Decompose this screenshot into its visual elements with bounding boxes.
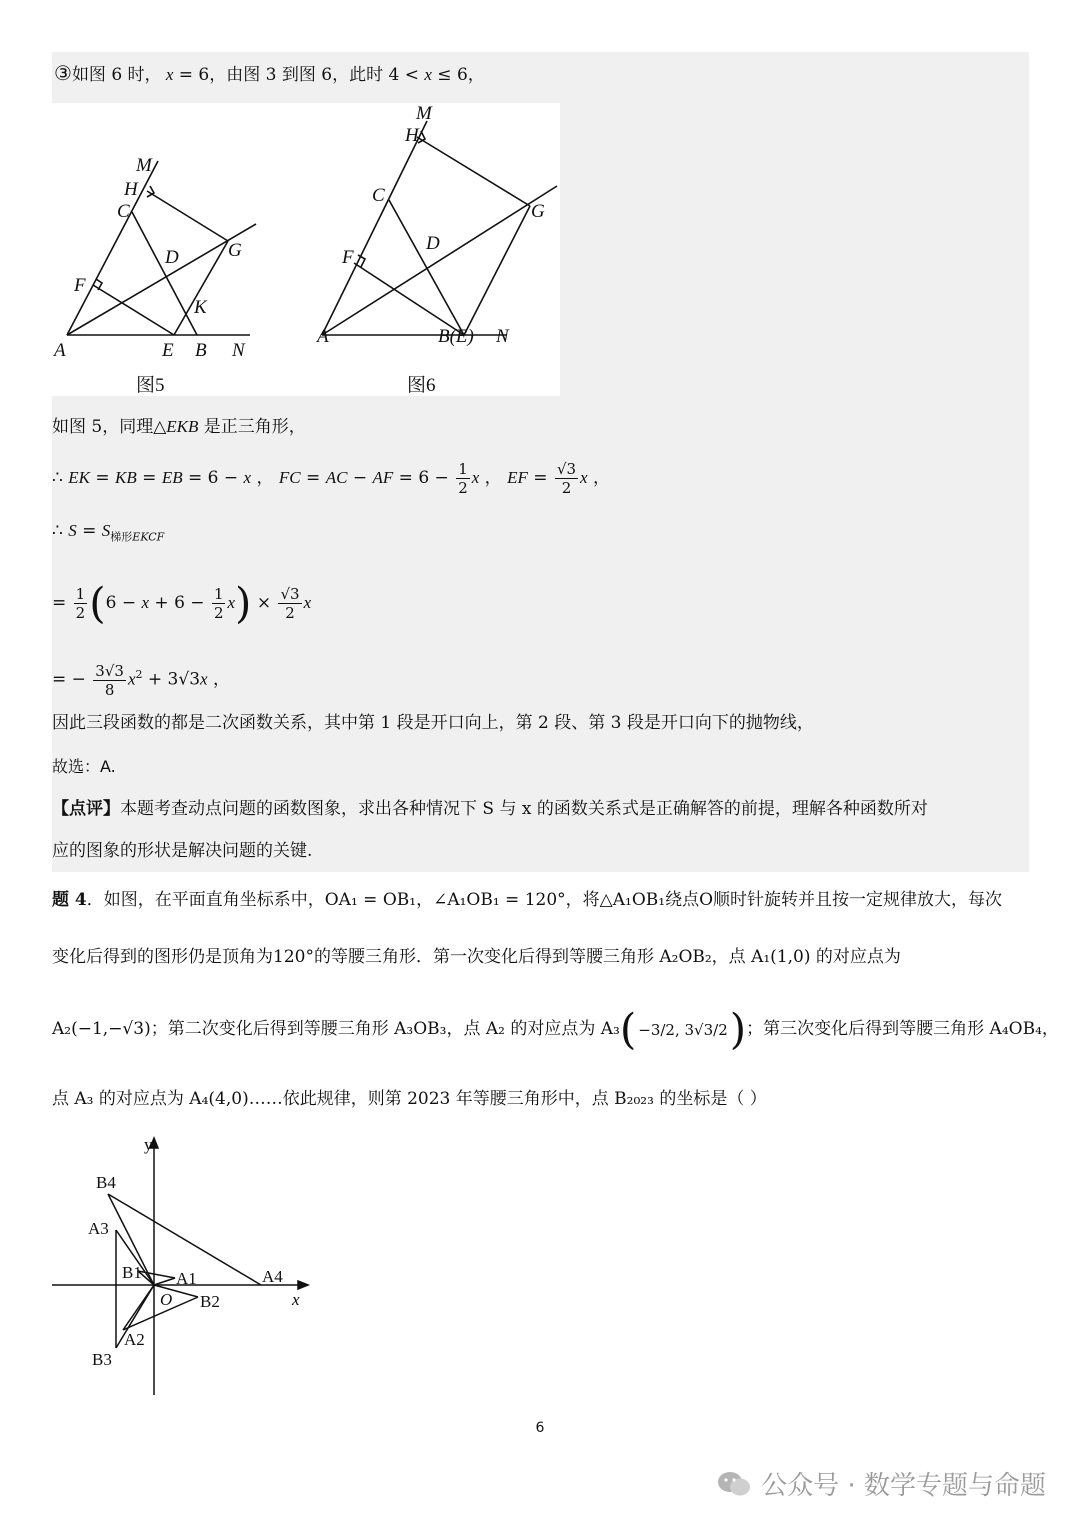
watermark: 公众号 · 数学专题与命题: [717, 1465, 1046, 1502]
fig6-label: N: [496, 326, 509, 347]
coord-label: x: [292, 1290, 300, 1309]
problem4-label: 题 4: [52, 890, 87, 910]
fig5-label: F: [74, 275, 86, 296]
fig6-label: F: [342, 247, 354, 268]
problem4-line-3: A₂(−1,−√3)；第二次变化后得到等腰三角形 A₃OB₃，点 A₂ 的对应点为 A₃( −3/2, 3√3/2 )；第三次变化后得到等腰三角形 A₄OB₄，: [52, 1004, 1059, 1054]
fig5-label: N: [232, 340, 245, 361]
fig5-label: G: [228, 240, 242, 261]
fig6-label: H: [405, 125, 419, 146]
wechat-icon: [717, 1470, 751, 1498]
solution-line-2: ∴ EK = KB = EB = 6 − x ， FC = AC − AF = 6 − $\frac{1}{2}$ x ， EF = $\frac{√3}{2}$ x ，: [52, 460, 610, 497]
page-number: 6: [535, 1420, 545, 1436]
coord-label: O: [160, 1290, 173, 1309]
case3-line: ③如图 6 时， x = 6，由图 3 到图 6，此时 4 < x ≤ 6，: [54, 61, 485, 85]
fig6-label: A: [317, 326, 329, 347]
comment-tag: 【点评】: [52, 799, 120, 819]
problem4-line-1: 题 4．如图，在平面直角坐标系中，OA₁ = OB₁，∠A₁OB₁ = 120°，将△A₁OB₁绕点O顺时针旋转并且按一定规律放大，每次: [52, 890, 1003, 910]
fig5-caption: 图5: [136, 375, 165, 396]
coord-label: A3: [88, 1219, 109, 1238]
fig5-label: A: [54, 340, 66, 361]
fig5-label: H: [124, 179, 138, 200]
solution-line-4: = $\frac{1}{2}$ (6 − x + 6 − $\frac{1}{2}$ x) × $\frac{√3}{2}$ x: [52, 578, 312, 628]
coord-label: B2: [200, 1292, 220, 1311]
solution-line-1: 如图 5，同理△EKB 是正三角形，: [52, 417, 306, 437]
solution-conclusion: 因此三段函数的都是二次函数关系，其中第 1 段是开口向上，第 2 段、第 3 段是开口向下的抛物线，: [52, 713, 814, 733]
figures-5-6: [52, 103, 560, 396]
fig5-label: B: [195, 340, 207, 361]
coord-label: y: [144, 1135, 153, 1154]
fig5-label: C: [117, 201, 130, 222]
comment-line-2: 应的图象的形状是解决问题的关键.: [52, 841, 313, 861]
fig5-label: D: [165, 247, 179, 268]
fig5-label: M: [136, 155, 152, 176]
coord-label: B4: [96, 1173, 116, 1192]
geometry-diagrams: [52, 103, 560, 396]
fig6-label: M: [416, 103, 432, 124]
solution-line-5: = − $\frac{3√3}{8}$ $x^2 + 3√3x$ ，: [52, 661, 230, 699]
coord-label: B1: [122, 1263, 142, 1282]
fig5-label: E: [162, 340, 174, 361]
rotation-coordinate-figure: [50, 1130, 340, 1400]
problem4-line-2: 变化后得到的图形仍是顶角为120°的等腰三角形．第一次变化后得到等腰三角形 A₂OB₂，点 A₁(1,0) 的对应点为: [52, 947, 901, 967]
solution-line-3: ∴ $S = S_{梯形EKCF}$: [52, 521, 165, 544]
fig5-label: K: [194, 297, 207, 318]
coord-label: A2: [124, 1330, 145, 1349]
fig6-label: C: [372, 185, 385, 206]
fig6-label: D: [426, 233, 440, 254]
fig6-caption: 图6: [407, 375, 436, 396]
coord-label: B3: [92, 1350, 112, 1369]
fig6-label: B(E): [438, 326, 474, 347]
comment-line-1: 【点评】本题考查动点问题的函数图象，求出各种情况下 S 与 x 的函数关系式是正确解答的前提，理解各种函数所对: [52, 799, 928, 819]
problem4-line-4: 点 A₃ 的对应点为 A₄(4,0)……依此规律，则第 2023 年等腰三角形中，点 B₂₀₂₃ 的坐标是（ ）: [52, 1089, 767, 1109]
a3-coords: −3/2, 3√3/2: [638, 1020, 728, 1039]
coord-label: A1: [176, 1269, 197, 1288]
fig6-label: G: [531, 201, 545, 222]
solution-answer: 故选：A.: [52, 757, 116, 776]
coord-label: A4: [262, 1267, 283, 1286]
circled-number: ③: [54, 61, 72, 85]
